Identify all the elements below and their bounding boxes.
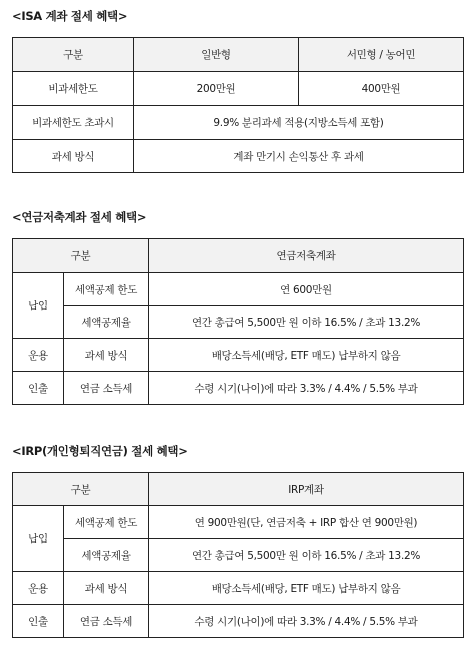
header-cell: 구분 [13,239,149,273]
table-row [13,539,464,572]
pension-table [12,238,464,405]
table-row [13,339,464,372]
table-cell: 수령 시기(나이)에 따라 3.3% / 4.4% / 5.5% 부과 [149,605,464,638]
table-row [13,506,464,539]
pension-section-title: <연금저축계좌 절세 혜택> [12,210,147,224]
row-group-label: 운용 [13,572,64,605]
row-label: 과세 방식 [64,339,149,372]
header-cell: 서민형 / 농어민 [299,38,464,72]
row-label: 과세 방식 [64,572,149,605]
table-cell: 연간 총급여 5,500만 원 이하 16.5% / 초과 13.2% [149,539,464,572]
table-cell: 연 600만원 [149,273,464,306]
isa-table [12,37,464,173]
irp-section-title: <IRP(개인형퇴직연금) 절세 혜택> [12,444,188,458]
row-label: 비과세한도 [13,72,134,106]
table-row [13,605,464,638]
table-header-row [13,239,464,273]
table-header-row [13,473,464,506]
table-row [13,140,464,173]
table-row [13,306,464,339]
table-cell: 연간 총급여 5,500만 원 이하 16.5% / 초과 13.2% [149,306,464,339]
header-cell: 구분 [13,473,149,506]
table-cell: 200만원 [134,72,299,106]
row-label: 세액공제율 [64,306,149,339]
row-label: 연금 소득세 [64,372,149,405]
table-cell: 배당소득세(배당, ETF 매도) 납부하지 않음 [149,572,464,605]
table-cell: 400만원 [299,72,464,106]
table-cell: 배당소득세(배당, ETF 매도) 납부하지 않음 [149,339,464,372]
row-group-label: 인출 [13,605,64,638]
row-label: 과세 방식 [13,140,134,173]
table-cell: 연 900만원(단, 연금저축 + IRP 합산 연 900만원) [149,506,464,539]
header-cell: IRP계좌 [149,473,464,506]
row-group-label: 인출 [13,372,64,405]
table-cell: 9.9% 분리과세 적용(지방소득세 포함) [134,106,464,140]
irp-table [12,472,464,638]
header-cell: 일반형 [134,38,299,72]
table-row [13,273,464,306]
table-row [13,106,464,140]
row-group-label: 운용 [13,339,64,372]
row-label: 세액공제율 [64,539,149,572]
table-cell: 계좌 만기시 손익통산 후 과세 [134,140,464,173]
row-label: 세액공제 한도 [64,273,149,306]
isa-section-title: <ISA 계좌 절세 혜택> [12,9,128,23]
table-cell: 수령 시기(나이)에 따라 3.3% / 4.4% / 5.5% 부과 [149,372,464,405]
table-row [13,372,464,405]
row-label: 연금 소득세 [64,605,149,638]
row-group-label: 납입 [13,273,64,339]
row-group-label: 납입 [13,506,64,572]
table-row [13,572,464,605]
row-label: 비과세한도 초과시 [13,106,134,140]
row-label: 세액공제 한도 [64,506,149,539]
header-cell: 연금저축계좌 [149,239,464,273]
table-header-row [13,38,464,72]
table-row [13,72,464,106]
header-cell: 구분 [13,38,134,72]
